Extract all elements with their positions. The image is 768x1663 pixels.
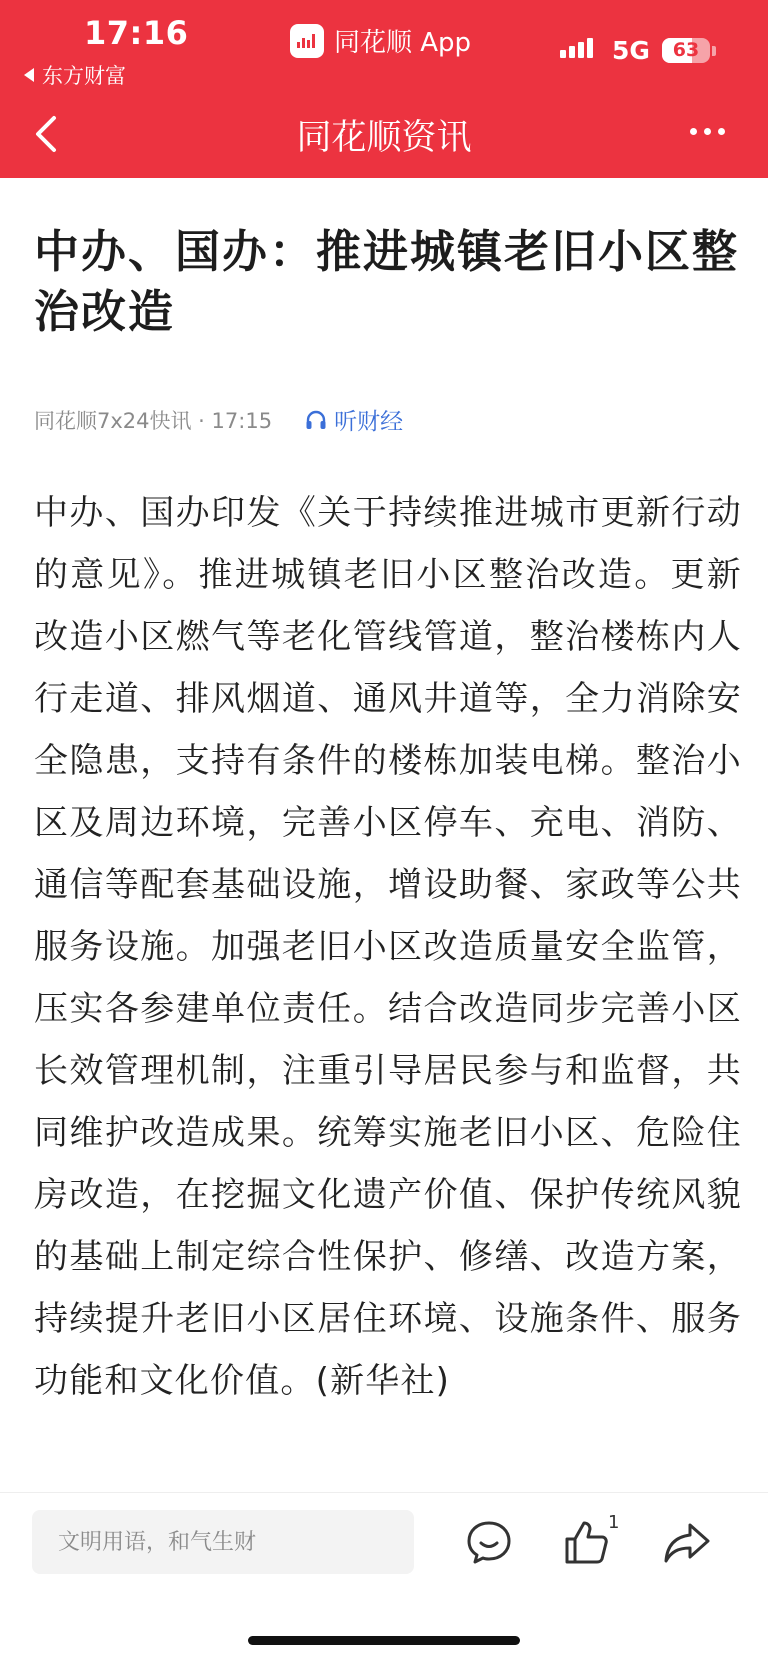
comment-icon — [462, 1515, 516, 1569]
comment-input[interactable] — [32, 1510, 414, 1574]
network-label: 5G — [612, 36, 650, 65]
listen-button[interactable] — [304, 403, 403, 436]
app-indicator — [290, 22, 471, 59]
more-button[interactable] — [690, 128, 725, 135]
battery-level: 63 — [672, 39, 700, 61]
article-title: 中办、国办：推进城镇老旧小区整治改造 — [34, 225, 740, 338]
battery-tip — [712, 46, 716, 56]
article-source: 同花顺7x24快讯 · 17:15 — [34, 408, 273, 433]
back-triangle-icon — [24, 68, 34, 82]
bottom-divider — [0, 1492, 768, 1493]
back-to-app-link[interactable] — [24, 60, 126, 90]
like-icon — [560, 1515, 614, 1569]
header — [0, 0, 768, 178]
app-logo-icon — [290, 24, 324, 58]
signal-icon — [560, 38, 593, 58]
article-body: 中办、国办印发《关于持续推进城市更新行动的意见》。推进城镇老旧小区整治改造。更新改造小区燃气等老化管线管道，整治楼栋内人行走道、排风烟道、通风井道等，全力消除安全隐患，支持有条件的楼栋加装电梯。整治小区及周边环境，完善小区停车、充电、消防、通信等配套基础设施，增设助餐、家政等公共服务设施。加强老旧小区改造质量安全监管，压实各参建单位责任。结合改造同步完善小区长效管理机制，注重引导居民参与和监督，共同维护改造成果。统筹实施老旧小区、危险住房改造，在挖掘文化遗产价值、保护传统风貌的基础上制定综合性保护、修缮、改造方案，持续提升老旧小区居住环境、设施条件、服务功能和文化价值。(新华社) — [34, 493, 742, 1401]
more-icon — [690, 128, 697, 135]
home-indicator[interactable] — [248, 1636, 520, 1645]
page-title: 同花顺资讯 — [296, 118, 472, 158]
listen-label: 听财经 — [334, 409, 404, 435]
status-time: 17:16 — [84, 14, 189, 52]
comment-button[interactable] — [462, 1515, 516, 1569]
headphones-icon — [304, 408, 328, 432]
app-name: 同花顺 App — [334, 28, 472, 58]
like-count: 1 — [608, 1512, 620, 1533]
share-icon — [660, 1515, 714, 1569]
back-app-label: 东方财富 — [42, 64, 126, 88]
like-button[interactable] — [560, 1515, 614, 1569]
article-meta — [34, 403, 403, 436]
battery-icon — [662, 38, 710, 63]
share-button[interactable] — [660, 1515, 714, 1569]
